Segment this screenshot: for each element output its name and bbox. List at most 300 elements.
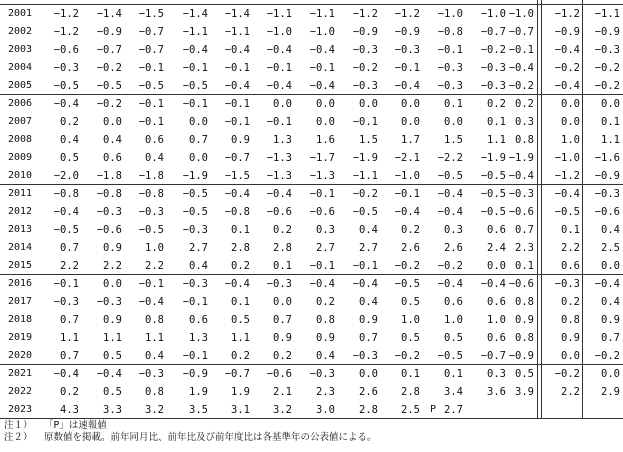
value-cell: −0.1 <box>437 44 463 56</box>
table-row <box>0 311 623 329</box>
value-cell: 2.2 <box>561 242 580 254</box>
value-cell: −0.3 <box>437 62 463 74</box>
footnote-1-text: 「P」は速報値 <box>44 420 107 431</box>
value-cell: −1.1 <box>266 8 292 20</box>
value-cell: −0.4 <box>394 206 420 218</box>
value-cell: −0.4 <box>266 44 292 56</box>
value-cell: −0.5 <box>53 80 79 92</box>
value-cell: −0.1 <box>138 62 164 74</box>
value-cell: −0.9 <box>352 26 378 38</box>
table-row <box>0 41 623 59</box>
footnotes <box>4 420 377 444</box>
value-cell: 0.1 <box>231 224 250 236</box>
value-cell: −0.5 <box>138 80 164 92</box>
value-cell: −0.4 <box>96 368 122 380</box>
value-cell: 0.2 <box>273 350 292 362</box>
value-cell: 0.2 <box>316 296 335 308</box>
year-label: 2016 <box>8 278 33 289</box>
value-cell: 0.1 <box>273 260 292 272</box>
value-cell: −0.2 <box>96 98 122 110</box>
value-cell: −0.4 <box>352 278 378 290</box>
table-row <box>0 59 623 77</box>
value-cell: −0.5 <box>480 170 506 182</box>
value-cell: −0.4 <box>224 80 250 92</box>
value-cell: 2.6 <box>401 242 420 254</box>
value-cell: −0.5 <box>480 188 506 200</box>
value-cell: −0.6 <box>266 368 292 380</box>
value-cell: 0.6 <box>487 296 506 308</box>
value-cell: −1.1 <box>182 26 208 38</box>
value-cell: 0.5 <box>515 368 534 380</box>
value-cell: 0.5 <box>103 386 122 398</box>
value-cell: −0.9 <box>394 26 420 38</box>
value-cell: 0.9 <box>316 332 335 344</box>
value-cell: −0.4 <box>508 170 534 182</box>
value-cell: 0.8 <box>145 314 164 326</box>
value-cell: 0.0 <box>273 296 292 308</box>
value-cell: 0.3 <box>444 224 463 236</box>
value-cell: 0.1 <box>487 116 506 128</box>
value-cell: −0.1 <box>309 260 335 272</box>
value-cell: −1.0 <box>480 8 506 20</box>
value-cell: 2.8 <box>273 242 292 254</box>
value-cell: −0.6 <box>53 44 79 56</box>
value-cell: 0.8 <box>145 386 164 398</box>
value-cell: 0.1 <box>515 260 534 272</box>
year-label: 2022 <box>8 386 33 397</box>
value-cell: 1.1 <box>231 332 250 344</box>
value-cell: −0.4 <box>437 188 463 200</box>
value-cell: 2.6 <box>359 386 378 398</box>
value-cell: 0.5 <box>231 314 250 326</box>
value-cell: −0.7 <box>508 26 534 38</box>
value-cell: −0.2 <box>554 62 580 74</box>
value-cell: 0.7 <box>273 314 292 326</box>
year-label: 2002 <box>8 26 33 37</box>
table-row <box>0 239 623 257</box>
year-label: 2006 <box>8 98 33 109</box>
table-row <box>0 329 623 347</box>
value-cell: 1.5 <box>444 134 463 146</box>
value-cell: 0.4 <box>601 296 620 308</box>
column-divider <box>582 0 583 419</box>
value-cell: 0.1 <box>401 368 420 380</box>
value-cell: −0.2 <box>594 80 620 92</box>
value-cell: −1.8 <box>96 170 122 182</box>
value-cell: 0.8 <box>561 314 580 326</box>
value-cell: −1.2 <box>394 8 420 20</box>
value-cell: −0.6 <box>96 224 122 236</box>
value-cell: −0.5 <box>138 224 164 236</box>
table-row <box>0 95 623 113</box>
year-label: 2014 <box>8 242 33 253</box>
value-cell: −0.8 <box>53 188 79 200</box>
value-cell: −0.4 <box>554 44 580 56</box>
year-label: 2012 <box>8 206 33 217</box>
table-row <box>0 203 623 221</box>
value-cell: 0.0 <box>316 116 335 128</box>
value-cell: 0.9 <box>359 314 378 326</box>
value-cell: 0.2 <box>561 296 580 308</box>
value-cell: 0.2 <box>231 260 250 272</box>
value-cell: −0.8 <box>437 26 463 38</box>
year-label: 2020 <box>8 350 33 361</box>
value-cell: 4.3 <box>60 404 79 416</box>
value-cell: 3.2 <box>273 404 292 416</box>
value-cell: −0.3 <box>266 278 292 290</box>
value-cell: 0.7 <box>515 224 534 236</box>
group-divider <box>0 4 623 5</box>
value-cell: −0.1 <box>309 62 335 74</box>
value-cell: −0.1 <box>182 350 208 362</box>
group-divider <box>0 274 623 275</box>
value-cell: −0.5 <box>352 206 378 218</box>
value-cell: −0.3 <box>53 296 79 308</box>
value-cell: 3.3 <box>103 404 122 416</box>
value-cell: −0.4 <box>508 62 534 74</box>
value-cell: 1.5 <box>359 134 378 146</box>
value-cell: 0.6 <box>487 332 506 344</box>
value-cell: −0.9 <box>554 26 580 38</box>
value-cell: −0.1 <box>53 278 79 290</box>
value-cell: −0.4 <box>437 206 463 218</box>
table-row <box>0 77 623 95</box>
value-cell: −0.5 <box>554 206 580 218</box>
value-cell: 0.0 <box>103 278 122 290</box>
value-cell: −1.0 <box>508 8 534 20</box>
value-cell: −1.2 <box>554 170 580 182</box>
value-cell: −0.5 <box>394 278 420 290</box>
value-cell: −0.3 <box>594 44 620 56</box>
table-row <box>0 167 623 185</box>
value-cell: −0.2 <box>352 188 378 200</box>
table-row <box>0 131 623 149</box>
value-cell: −0.7 <box>138 26 164 38</box>
value-cell: 1.6 <box>316 134 335 146</box>
value-cell: −1.8 <box>138 170 164 182</box>
value-cell: −0.7 <box>480 26 506 38</box>
value-cell: 2.1 <box>273 386 292 398</box>
value-cell: −1.5 <box>224 170 250 182</box>
year-label: 2021 <box>8 368 33 379</box>
value-cell: 2.7 <box>189 242 208 254</box>
value-cell: 0.4 <box>145 152 164 164</box>
value-cell: −1.9 <box>352 152 378 164</box>
footnote-1 <box>4 420 377 432</box>
value-cell: 0.1 <box>231 296 250 308</box>
value-cell: −0.4 <box>266 80 292 92</box>
value-cell: −0.5 <box>96 80 122 92</box>
footnote-1-label: 注１） <box>4 420 33 431</box>
value-cell: −1.0 <box>394 170 420 182</box>
value-cell: 0.4 <box>145 350 164 362</box>
value-cell: 1.0 <box>444 314 463 326</box>
value-cell: 2.2 <box>103 260 122 272</box>
value-cell: −0.5 <box>182 206 208 218</box>
value-cell: −1.5 <box>138 8 164 20</box>
year-label: 2004 <box>8 62 33 73</box>
value-cell: −0.3 <box>182 224 208 236</box>
value-cell: 0.0 <box>561 116 580 128</box>
value-cell: 0.2 <box>401 224 420 236</box>
value-cell: 0.8 <box>515 296 534 308</box>
table-row <box>0 383 623 401</box>
value-cell: −0.1 <box>182 98 208 110</box>
value-cell: 3.1 <box>231 404 250 416</box>
value-cell: −1.9 <box>182 170 208 182</box>
value-cell: −1.0 <box>554 152 580 164</box>
value-cell: 0.0 <box>561 98 580 110</box>
value-cell: −0.3 <box>480 62 506 74</box>
value-cell: 3.6 <box>487 386 506 398</box>
value-cell: −0.3 <box>138 206 164 218</box>
value-cell: −0.9 <box>594 26 620 38</box>
value-cell: −0.1 <box>266 116 292 128</box>
value-cell: −0.4 <box>309 44 335 56</box>
value-cell: 1.7 <box>401 134 420 146</box>
value-cell: −0.2 <box>594 350 620 362</box>
value-cell: 0.0 <box>103 116 122 128</box>
value-cell: 1.1 <box>145 332 164 344</box>
value-cell: −1.4 <box>224 8 250 20</box>
value-cell: −0.1 <box>138 278 164 290</box>
value-cell: 2.8 <box>359 404 378 416</box>
year-label: 2018 <box>8 314 33 325</box>
year-label: 2019 <box>8 332 33 343</box>
value-cell: 0.0 <box>359 368 378 380</box>
value-cell: 0.5 <box>60 152 79 164</box>
value-cell: 0.2 <box>60 116 79 128</box>
value-cell: −0.3 <box>508 188 534 200</box>
value-cell: −0.8 <box>96 188 122 200</box>
value-cell: −0.6 <box>594 206 620 218</box>
value-cell: −0.4 <box>138 296 164 308</box>
value-cell: 0.9 <box>231 134 250 146</box>
value-cell: −0.1 <box>138 98 164 110</box>
value-cell: 2.3 <box>316 386 335 398</box>
value-cell: −0.3 <box>554 278 580 290</box>
value-cell: −0.3 <box>96 206 122 218</box>
value-cell: 0.1 <box>444 368 463 380</box>
value-cell: −2.2 <box>437 152 463 164</box>
value-cell: −0.3 <box>480 80 506 92</box>
table-row <box>0 5 623 23</box>
value-cell: −0.4 <box>224 44 250 56</box>
value-cell: −0.7 <box>224 152 250 164</box>
value-cell: 0.2 <box>60 386 79 398</box>
value-cell: −0.4 <box>53 206 79 218</box>
value-cell: −0.8 <box>224 206 250 218</box>
year-label: 2009 <box>8 152 33 163</box>
value-cell: 0.0 <box>359 98 378 110</box>
value-cell: −0.2 <box>352 62 378 74</box>
value-cell: 0.2 <box>231 350 250 362</box>
year-label: 2005 <box>8 80 33 91</box>
value-cell: 0.0 <box>401 98 420 110</box>
value-cell: −0.9 <box>182 368 208 380</box>
value-cell: 0.7 <box>60 314 79 326</box>
value-cell: −0.1 <box>309 188 335 200</box>
value-cell: −0.6 <box>508 206 534 218</box>
value-cell: 0.4 <box>189 260 208 272</box>
value-cell: 3.9 <box>515 386 534 398</box>
value-cell: 2.9 <box>601 386 620 398</box>
value-cell: −0.4 <box>53 98 79 110</box>
value-cell: −1.1 <box>224 26 250 38</box>
value-cell: 0.9 <box>515 314 534 326</box>
value-cell: −0.5 <box>182 80 208 92</box>
value-cell: −0.1 <box>352 260 378 272</box>
value-cell: −1.4 <box>182 8 208 20</box>
value-cell: 0.9 <box>561 332 580 344</box>
value-cell: −1.2 <box>352 8 378 20</box>
value-cell: −0.5 <box>437 170 463 182</box>
group-divider <box>0 184 623 185</box>
value-cell: 0.9 <box>273 332 292 344</box>
value-cell: −0.2 <box>394 350 420 362</box>
value-cell: 2.7 <box>359 242 378 254</box>
value-cell: 0.5 <box>444 332 463 344</box>
year-label: 2017 <box>8 296 33 307</box>
value-cell: 0.5 <box>103 350 122 362</box>
value-cell: −1.0 <box>266 26 292 38</box>
value-cell: 0.0 <box>601 98 620 110</box>
value-cell: −0.6 <box>309 206 335 218</box>
value-cell: 0.3 <box>316 224 335 236</box>
value-cell: 1.0 <box>561 134 580 146</box>
value-cell: −0.9 <box>594 170 620 182</box>
value-cell: −0.4 <box>224 188 250 200</box>
value-cell: −1.6 <box>594 152 620 164</box>
value-cell: 3.5 <box>189 404 208 416</box>
value-cell: −0.1 <box>224 98 250 110</box>
value-cell: −0.4 <box>437 278 463 290</box>
value-cell: −0.6 <box>508 278 534 290</box>
value-cell: 0.0 <box>444 116 463 128</box>
table-row <box>0 347 623 365</box>
value-cell: 0.0 <box>561 350 580 362</box>
value-cell: −0.4 <box>480 278 506 290</box>
value-cell: −0.7 <box>96 44 122 56</box>
value-cell: 2.6 <box>444 242 463 254</box>
value-cell: −0.3 <box>53 62 79 74</box>
value-cell: −0.9 <box>96 26 122 38</box>
value-cell: 0.4 <box>316 350 335 362</box>
value-cell: 0.7 <box>189 134 208 146</box>
value-cell: 0.6 <box>561 260 580 272</box>
value-cell: 0.8 <box>316 314 335 326</box>
value-cell: 0.1 <box>601 116 620 128</box>
value-cell: 1.3 <box>273 134 292 146</box>
value-cell: 0.9 <box>601 314 620 326</box>
value-cell: −0.2 <box>96 62 122 74</box>
value-cell: 2.5 <box>601 242 620 254</box>
value-cell: 0.8 <box>515 332 534 344</box>
value-cell: −0.1 <box>182 62 208 74</box>
value-cell: −0.4 <box>53 368 79 380</box>
value-cell: 3.0 <box>316 404 335 416</box>
table-row <box>0 293 623 311</box>
value-cell: −0.7 <box>480 350 506 362</box>
value-cell: −0.3 <box>138 368 164 380</box>
value-cell: 2.2 <box>60 260 79 272</box>
value-cell: −1.0 <box>309 26 335 38</box>
value-cell: −0.1 <box>266 62 292 74</box>
value-cell: −0.1 <box>394 188 420 200</box>
table-row <box>0 185 623 203</box>
value-cell: −1.3 <box>309 170 335 182</box>
value-cell: −0.4 <box>309 278 335 290</box>
table-row <box>0 365 623 383</box>
value-cell: −1.9 <box>508 152 534 164</box>
value-cell: 0.0 <box>487 260 506 272</box>
value-cell: 2.3 <box>515 242 534 254</box>
value-cell: −0.1 <box>224 62 250 74</box>
value-cell: 2.2 <box>145 260 164 272</box>
value-cell: 1.1 <box>601 134 620 146</box>
value-cell: −0.1 <box>182 296 208 308</box>
value-cell: 0.5 <box>401 296 420 308</box>
value-cell: 3.2 <box>145 404 164 416</box>
table-row <box>0 113 623 131</box>
value-cell: 2.2 <box>561 386 580 398</box>
value-cell: −0.4 <box>309 80 335 92</box>
year-label: 2013 <box>8 224 33 235</box>
value-cell: 2.8 <box>231 242 250 254</box>
value-cell: −0.2 <box>508 80 534 92</box>
value-cell: −0.1 <box>508 44 534 56</box>
footnote-2-label: 注２） <box>4 432 33 443</box>
value-cell: 0.7 <box>601 332 620 344</box>
value-cell: 0.0 <box>189 116 208 128</box>
value-cell: −1.4 <box>96 8 122 20</box>
value-cell: −0.2 <box>394 260 420 272</box>
value-cell: −1.9 <box>480 152 506 164</box>
value-cell: −1.0 <box>437 8 463 20</box>
value-cell: 1.0 <box>487 314 506 326</box>
value-cell: 0.1 <box>561 224 580 236</box>
value-cell: −0.7 <box>138 44 164 56</box>
value-cell: 0.5 <box>401 332 420 344</box>
value-cell: 0.7 <box>60 350 79 362</box>
value-cell: 2.4 <box>487 242 506 254</box>
table-row <box>0 257 623 275</box>
value-cell: −0.3 <box>394 44 420 56</box>
year-label: 2008 <box>8 134 33 145</box>
value-cell: 0.6 <box>145 134 164 146</box>
value-cell: 0.2 <box>515 98 534 110</box>
value-cell: 0.4 <box>103 134 122 146</box>
value-cell: 0.1 <box>444 98 463 110</box>
value-cell: 1.3 <box>189 332 208 344</box>
value-cell: −0.2 <box>554 368 580 380</box>
value-cell: −0.3 <box>352 44 378 56</box>
year-label: 2003 <box>8 44 33 55</box>
value-cell: 2.7 <box>444 404 463 416</box>
column-divider <box>537 0 538 419</box>
value-cell: 0.2 <box>487 98 506 110</box>
value-cell: −0.5 <box>182 188 208 200</box>
group-divider <box>0 364 623 365</box>
value-cell: 1.0 <box>401 314 420 326</box>
value-cell: −0.5 <box>480 206 506 218</box>
value-cell: 0.4 <box>359 296 378 308</box>
value-cell: 1.9 <box>231 386 250 398</box>
value-cell: −1.2 <box>53 8 79 20</box>
value-cell: −1.1 <box>594 8 620 20</box>
year-label: 2010 <box>8 170 33 181</box>
value-cell: −0.1 <box>224 116 250 128</box>
